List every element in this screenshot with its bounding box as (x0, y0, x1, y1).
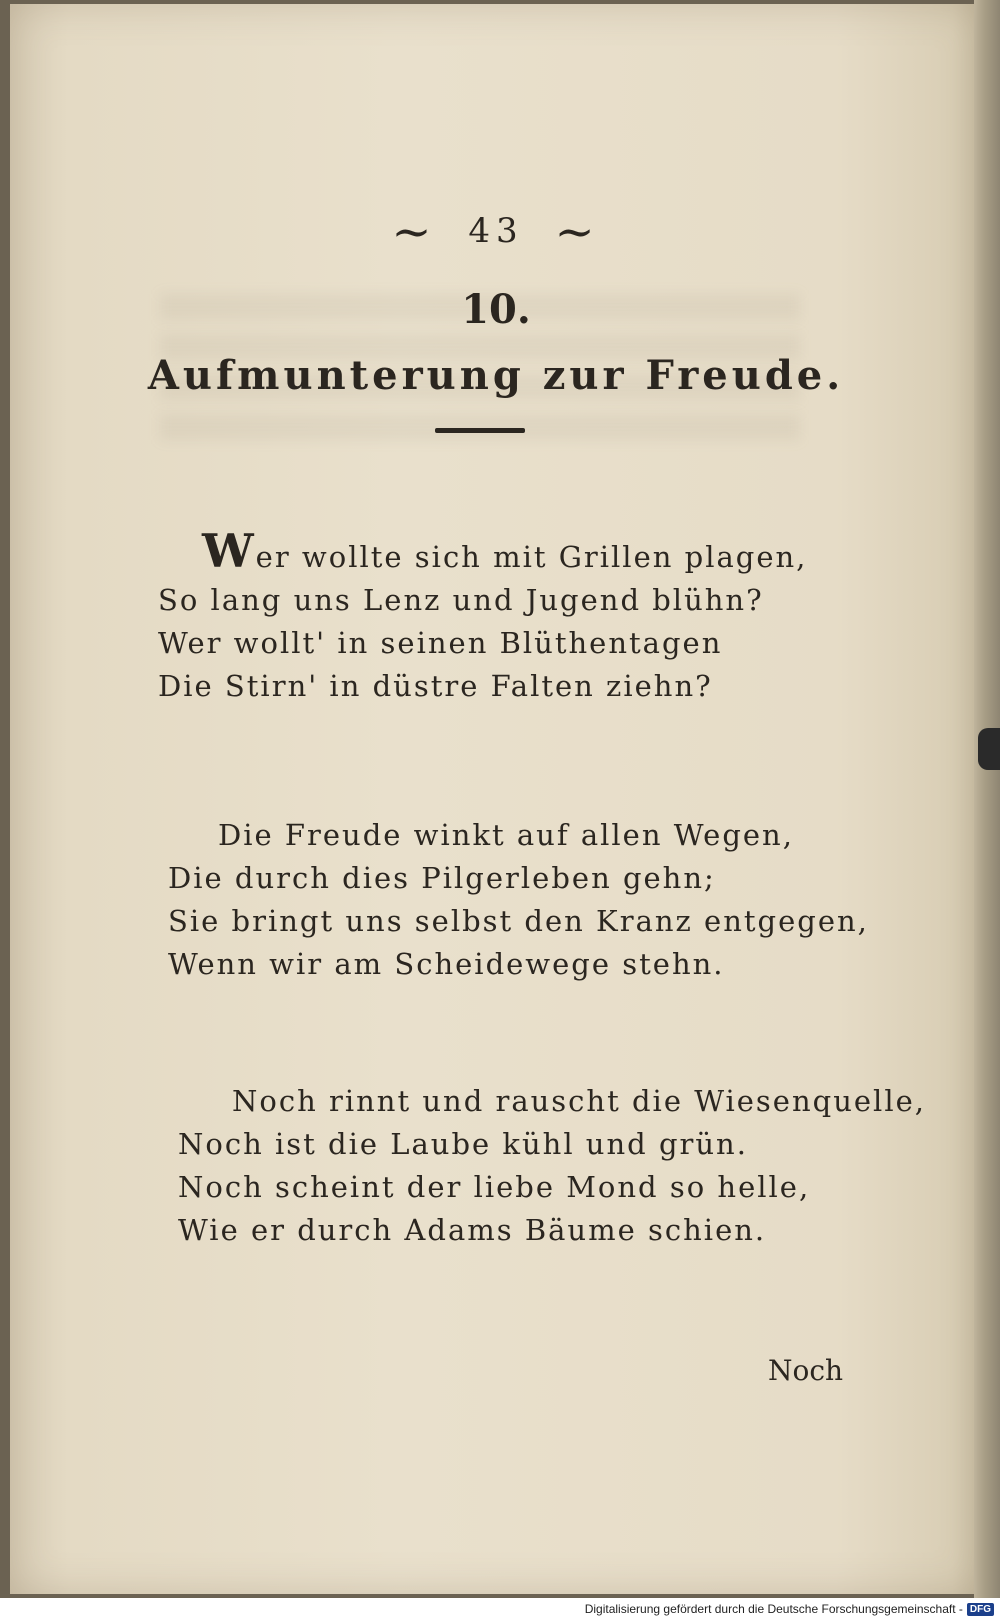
stanza-3 (178, 1080, 926, 1252)
line-text: er wollte sich mit Grillen plagen, (255, 540, 808, 574)
catchword: Noch (768, 1354, 844, 1387)
bookmark-tab (978, 728, 1000, 770)
stanza-line: So lang uns Lenz und Jugend blühn? (158, 583, 764, 617)
stanza-line: Noch rinnt und rauscht die Wiesenquelle, (232, 1084, 926, 1118)
page-number: 43 (468, 211, 524, 251)
book-page (10, 4, 982, 1594)
digitization-credit (585, 1602, 994, 1616)
drop-initial: W (202, 524, 256, 578)
stanza-line: Wie er durch Adams Bäume schien. (178, 1213, 767, 1247)
page-edge (974, 0, 1000, 1598)
page-number-line (10, 204, 982, 260)
stanza-1 (158, 524, 808, 708)
right-ornament: ~ (554, 204, 601, 260)
stanza-2 (168, 814, 869, 986)
stanza-line: Die Stirn' in düstre Falten ziehn? (158, 669, 713, 703)
bleed-through-ghost (160, 414, 800, 440)
title-divider (435, 428, 525, 433)
stanza-line: Wer wollt' in seinen Blüthentagen (158, 626, 723, 660)
stanza-line: Noch ist die Laube kühl und grün. (178, 1127, 748, 1161)
credit-text: Digitalisierung gefördert durch die Deutsche Forschungsgemeinschaft - (584, 1602, 963, 1616)
poem-number: 10. (461, 286, 531, 333)
stanza-line: Sie bringt uns selbst den Kranz entgegen, (168, 904, 869, 938)
stanza-line: Die Freude winkt auf allen Wegen, (218, 818, 794, 852)
left-ornament: ~ (391, 204, 438, 260)
poem-title: Aufmunterung zur Freude. (147, 352, 845, 399)
stanza-line: Noch scheint der liebe Mond so helle, (178, 1170, 811, 1204)
stanza-line: Wenn wir am Scheidewege stehn. (168, 947, 725, 981)
stanza-line (158, 524, 808, 579)
stanza-line: Die durch dies Pilgerleben gehn; (168, 861, 716, 895)
dfg-logo: DFG (967, 1603, 994, 1616)
